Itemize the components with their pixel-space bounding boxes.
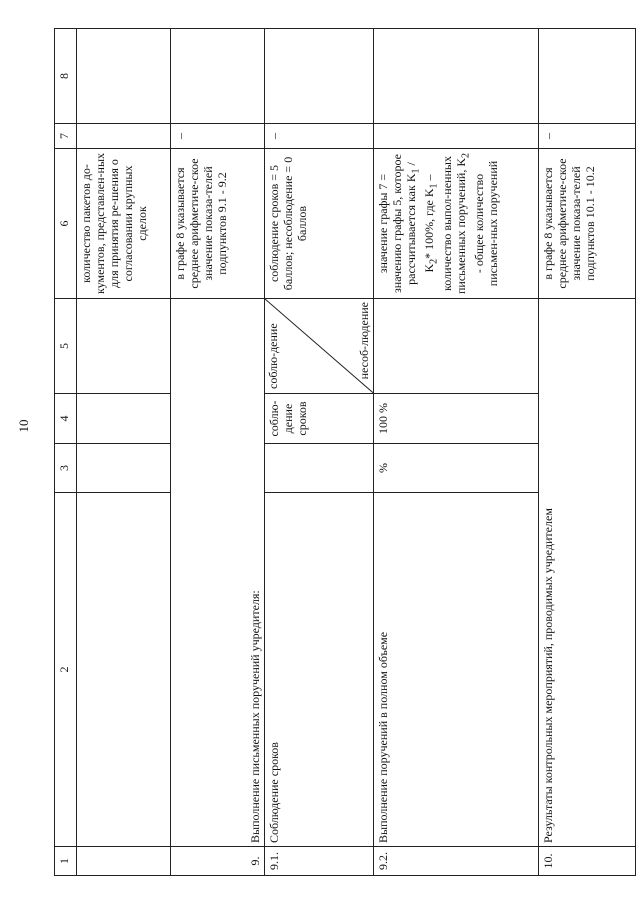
row2-col3 [264,444,373,493]
row3-col6-c: * 100%, где K [422,188,437,259]
table-row [76,29,171,876]
row3-col4: 100 % [373,394,538,444]
row2-col7: – [264,124,373,149]
row2-col8 [264,29,373,124]
row0-col4 [76,394,171,444]
row3-col6-e: - общее количество письмен-ных поручений [472,160,501,287]
row1-col8 [171,29,264,124]
row3-col6-sub1: 1 [410,168,422,174]
header-cell-1: 1 [55,847,77,876]
row4-col8 [539,29,636,124]
row3-col6-a: значение графы 7 = значению графы 5, которое рассчитывается как K [375,154,419,293]
page-number: 10 [16,419,31,433]
header-cell-6: 6 [55,149,77,299]
table-row [171,29,264,876]
row2-col5-split [264,299,373,394]
row2-num: 9.1. [264,847,373,876]
header-cell-7: 7 [55,124,77,149]
row0-col2 [76,493,171,847]
table-row [264,29,373,876]
row4-col7: – [539,124,636,149]
row4-num: 10. [539,847,636,876]
row3-col6-d: –количество выпол-ненных письменных поручений, K [422,156,469,295]
row3-num: 9.2. [373,847,538,876]
header-cell-8: 8 [55,29,77,124]
row3-col6-sub3: 1 [428,183,440,189]
row1-col6: в графе 8 указывается среднее арифметиче-ское значение показа-телей подпунктов 9.1 - 9.2 [171,149,264,299]
row3-col3: % [373,444,538,493]
row4-col6: в графе 8 указывается среднее арифметиче-ское значение показа-телей подпунктов 10.1 - 10.2 [539,149,636,299]
row3-col7 [373,124,538,149]
row0-col8 [76,29,171,124]
indicator-table [54,28,636,876]
header-cell-5: 5 [55,299,77,394]
row2-title: Соблюдение сроков [264,493,373,847]
row0-col6: количество пакетов до-кументов, представлен-ных для принятия ре-шения о согласовании крупных сделок [76,149,171,299]
row2-col6: соблюдение сроков = 5 баллов; несоблюдение = 0 баллов [264,149,373,299]
row1-num: 9. [171,847,264,876]
table-row [539,29,636,876]
row1-title: Выполнение письменных поручений учредителя: [171,299,264,847]
header-cell-4: 4 [55,394,77,444]
row3-col6-sub4: 2 [460,152,472,158]
row2-col4: соблю-дение сроков [264,394,373,444]
table-row [373,29,538,876]
header-cell-2: 2 [55,493,77,847]
row0-col5 [76,299,171,394]
row2-col5-top: соблю-дение [265,323,280,389]
row4-title: Результаты контрольных мероприятий, проводимых учредителем [539,299,636,847]
row3-col6-b: / K [404,162,437,273]
row3-col6-sub2: 2 [428,258,440,264]
rotated-table-wrapper [54,29,636,876]
row2-col5-bottom: несоб-людение [356,302,371,380]
row0-col7 [76,124,171,149]
row3-col5 [373,299,538,394]
row3-col6 [373,149,538,299]
row0-col3 [76,444,171,493]
row1-col7: – [171,124,264,149]
row3-title: Выполнение поручений в полном объеме [373,493,538,847]
header-cell-3: 3 [55,444,77,493]
row3-col8 [373,29,538,124]
row0-col1 [76,847,171,876]
header-row [55,29,77,876]
